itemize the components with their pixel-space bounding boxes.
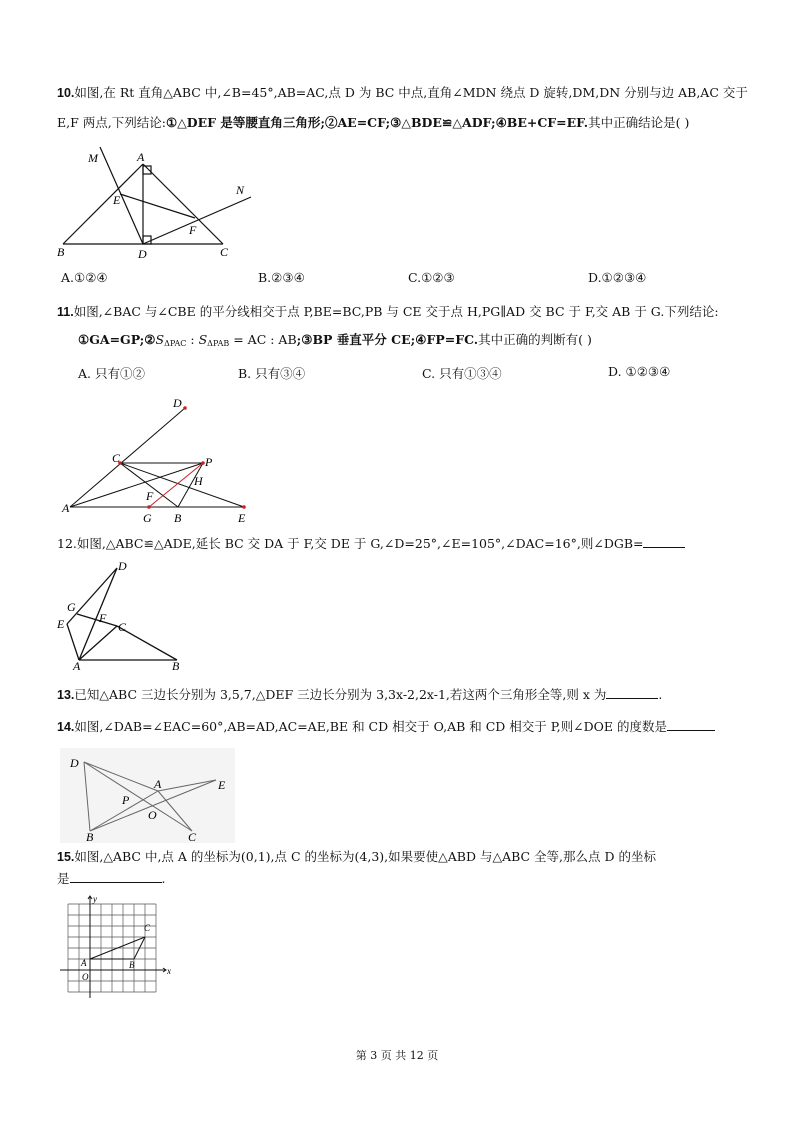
label-G: G [67, 600, 76, 614]
label-y: y [93, 894, 97, 904]
q10-option-b[interactable]: B.②③④ [258, 270, 305, 285]
label-D: D [70, 756, 79, 770]
q12-text: 12.如图,△ABC≌△ADE,延长 BC 交 DA 于 F,交 DE 于 G,∠D=25°,∠E=105°,∠DAC=16°,则∠DGB= [57, 533, 685, 555]
q15-line1: 15.如图,△ABC 中,点 A 的坐标为(0,1),点 C 的坐标为(4,3),如果要使△ABD 与△ABC 全等,那么点 D 的坐标 [57, 849, 656, 864]
label-F: F [189, 223, 197, 237]
label-B: B [172, 659, 180, 672]
label-G: G [143, 511, 152, 525]
label-C: C [144, 923, 151, 933]
q11-line1: 11.如图,∠BAC 与∠CBE 的平分线相交于点 P,BE=BC,PB 与 CE 交于点 H,PG∥AD 交 BC 于 F,交 AB 于 G.下列结论: [57, 304, 719, 319]
q11-option-b[interactable]: B. 只有③④ [238, 366, 306, 381]
label-P: P [122, 793, 130, 807]
q12-figure [55, 560, 190, 672]
label-F: F [99, 611, 107, 625]
label-D: D [138, 247, 147, 261]
label-E: E [113, 193, 121, 207]
label-D: D [118, 560, 127, 573]
label-A: A [81, 958, 87, 968]
label-C: C [220, 245, 229, 259]
label-x: x [167, 966, 171, 976]
label-E: E [218, 778, 226, 792]
label-D: D [173, 396, 182, 410]
q15-line2: 是 . [57, 871, 166, 886]
label-O: O [82, 972, 89, 982]
q14-answer-blank[interactable] [667, 717, 715, 731]
label-E: E [238, 511, 246, 525]
label-B: B [86, 830, 94, 843]
q10-line1: 10.如图,在 Rt 直角△ABC 中,∠B=45°,AB=AC,点 D 为 BC 中点,直角∠MDN 绕点 D 旋转,DM,DN 分别与边 AB,AC 交于 [57, 85, 748, 100]
q13-text: 13.已知△ABC 三边长分别为 3,5,7,△DEF 三边长分别为 3,3x-2,2x-1,若这两个三角形全等,则 x 为 . [57, 687, 663, 702]
label-N: N [236, 183, 245, 197]
q15-figure [58, 892, 176, 1002]
q10-option-c[interactable]: C.①②③ [408, 270, 455, 285]
q11-option-a[interactable]: A. 只有①② [78, 366, 145, 381]
label-H: H [194, 474, 203, 488]
q13-answer-blank[interactable] [606, 685, 658, 699]
label-C: C [118, 620, 127, 634]
label-F: F [146, 489, 154, 503]
label-A: A [154, 777, 162, 791]
label-B: B [57, 245, 65, 259]
q11-line2: $①GA=GP;②S_{\Delta PAC}$ : $S_{\Delta PAB}$ = AC : AB;③BP 垂直平分 CE;④FP=FC.其中正确的判断有( ) [78, 332, 592, 348]
label-B: B [129, 960, 135, 970]
page-footer: 第 3 页 共 12 页 [355, 1049, 439, 1062]
label-B: B [174, 511, 182, 525]
q15-answer-blank[interactable] [70, 869, 162, 883]
label-O: O [148, 808, 157, 822]
label-A: A [62, 501, 70, 515]
label-C: C [188, 830, 197, 843]
label-A: A [73, 659, 81, 672]
label-M: M [88, 151, 98, 165]
q14-figure [60, 748, 235, 843]
q10-conclusions: ①△DEF 是等腰直角三角形;②AE=CF;③△BDE≌△ADF;④BE+CF=EF. [165, 115, 589, 130]
q10-option-d[interactable]: D.①②③④ [588, 270, 647, 285]
label-E: E [57, 617, 65, 631]
q12-answer-blank[interactable] [643, 534, 685, 548]
label-A: A [137, 150, 145, 164]
q11-figure [58, 395, 258, 530]
label-C: C [112, 451, 121, 465]
q10-figure [55, 142, 270, 262]
q14-text: 14.如图,∠DAB=∠EAC=60°,AB=AD,AC=AE,BE 和 CD 相交于 O,AB 和 CD 相交于 P,则∠DOE 的度数是 [57, 716, 715, 738]
q10-option-a[interactable]: A.①②④ [61, 270, 108, 285]
q11-option-c[interactable]: C. 只有①③④ [422, 366, 502, 381]
label-P: P [205, 455, 213, 469]
q10-line2: E,F 两点,下列结论:①△DEF 是等腰直角三角形;②AE=CF;③△BDE≌△ADF;④BE+CF=EF.其中正确结论是( ) [57, 115, 690, 130]
q11-option-d[interactable]: D. ①②③④ [608, 364, 671, 379]
